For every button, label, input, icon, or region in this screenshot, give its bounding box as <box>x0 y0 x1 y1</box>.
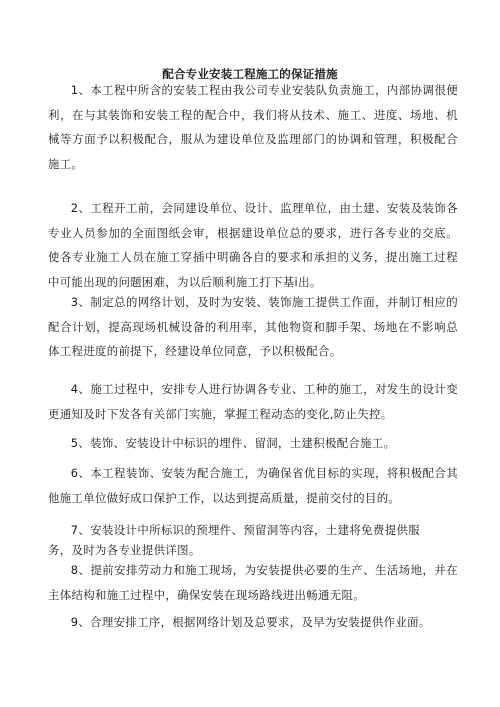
paragraph-5: 5、装饰、安装设计中标识的埋件、留洞，土建积极配合施工。 <box>70 436 396 450</box>
paragraph-1: 1、本工程中所含的安装工程由我公司专业安装队负责施工，内部协调很便利，在与其装饰和安装工程的配合中，我们将从技术、施工、进度、场地、机械等方面予以积极配合，服从为建设单位及监理部门的协调和管理，积极配合施工。 <box>48 83 458 171</box>
paragraph-9: 9、合理安排工序，根据网络计划及总要求，及早为安装提供作业面。 <box>70 615 431 629</box>
paragraph-2: 2、工程开工前，会同建设单位、设计、监理单位，由土建、安装及装饰各专业人员参加的全面图纸会审，根据建设单位总的要求，进行各专业的交底。使各专业施工人员在施工穿插中明确各自的要求和承担的义务，提出施工过程中可能出现的问题困难，为以后顺利施工打下基i出。 <box>48 201 458 289</box>
document-title: 配合专业安装工程施工的保证措施 <box>162 67 338 81</box>
paragraph-6: 6、本工程装饰、安装为配合施工，为确保省优目标的实现，将积极配合其他施工单位做好成口保护工作，以达到提高质量，提前交付的目的。 <box>48 466 458 505</box>
paragraph-8: 8、提前安排劳动力和施工现场，为安装提供必要的生产、生活场地，并在主体结构和施工过程中，确保安装在现场路线进出畅通无阻。 <box>48 563 458 602</box>
paragraph-7: 7、安装设计中所标识的预埋件、预留洞等内容，土建将免费提供服务，及时为各专业提供详图。 <box>48 523 420 557</box>
paragraph-3: 3、制定总的网络计划，及时为安装、装饰施工提供工作面，并制订相应的配合计划，提高现场机械设备的利用率，其他物资和脚手架、场地在不影响总体工程进度的前提下，经建设单位同意，予以积极配合。 <box>48 295 458 358</box>
paragraph-4: 4、施工过程中，安排专人进行协调各专业、工种的施工，对发生的设计变更通知及时下发各有关部门实施，掌握工程动态的变化,防止失控。 <box>48 382 458 421</box>
